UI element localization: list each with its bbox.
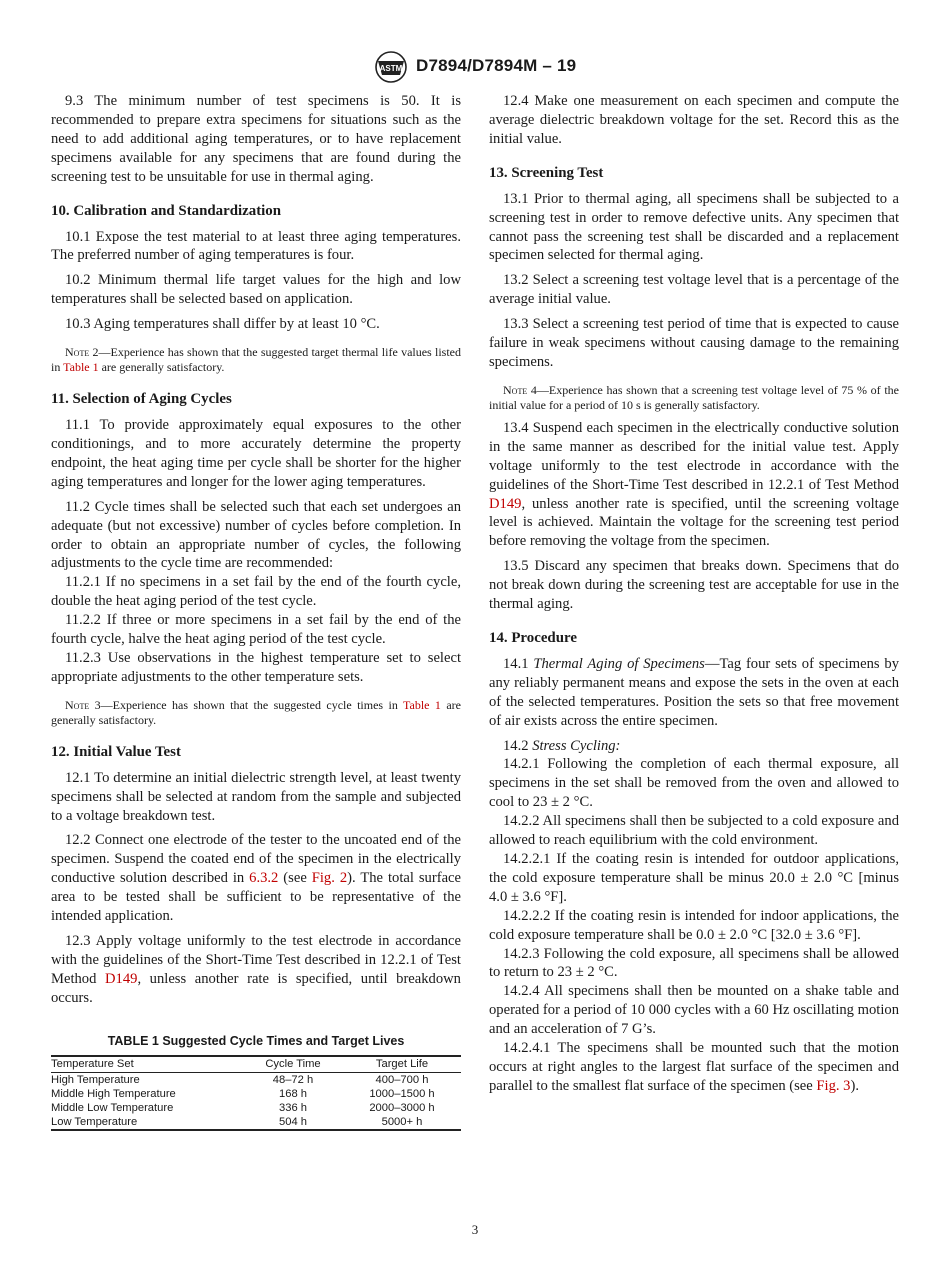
para-14-2: 14.2 Stress Cycling: (503, 737, 621, 754)
para-12-3: 12.3 Apply voltage uniformly to the test electrode in accordance with the guidelines of the Short-Time Test described in 12.2.1 of Test Method D149, unless another rate is specified, until breakdown occurs. (51, 933, 461, 1006)
right-column (489, 92, 899, 1096)
para-14-2-1: 14.2.1 Following the completion of each thermal exposure, all specimens in the set shall be removed from the oven and allowed to cool to 23 ± 2 °C. (489, 756, 899, 811)
para-12-1: 12.1 To determine an initial dielectric strength level, at least twenty specimens shall be selected at random from the sample and subjected to a voltage breakdown test. (51, 769, 461, 824)
section-11-heading: 11. Selection of Aging Cycles (51, 391, 232, 408)
fig-2-link[interactable]: Fig. 2 (311, 870, 348, 887)
para-14-1: 14.1 Thermal Aging of Specimens—Tag four sets of specimens by any reliably permanent means and expose the sets in the oven at each of the selected temperatures. Position the sets so that free movement of air exists across the entire specimen. (489, 655, 899, 729)
para-14-2-2-1: 14.2.2.1 If the coating resin is intended for outdoor applications, the cold exposure temperature shall be minus 20.0 ± 2.0 °C [minus 4.0 ± 3.6 °F]. (489, 851, 899, 905)
section-13-heading: 13. Screening Test (489, 164, 604, 181)
para-14-2-4: 14.2.4 All specimens shall then be mounted on a shake table and operated for a period of 10 000 cycles with a 60 Hz oscillating motion and an acceleration of 7 G’s. (489, 983, 899, 1038)
para-14-2-4-1: 14.2.4.1 The specimens shall be mounted such that the motion occurs at right angles to the largest flat surface of the specimen and parallel to the smallest flat surface of the specimen (see Fig. 3). (489, 1040, 899, 1094)
section-12-heading: 12. Initial Value Test (51, 743, 181, 760)
note-label: Note (65, 345, 90, 360)
table-cell: 400–700 h (375, 1073, 429, 1086)
table-row (51, 1072, 461, 1087)
table-cell: 48–72 h (272, 1073, 314, 1086)
para-11-2-3: 11.2.3 Use observations in the highest temperature set to select appropriate adjustments to the other temperature sets. (51, 649, 461, 685)
table-cell: 5000+ h (343, 1115, 461, 1130)
para-10-2: 10.2 Minimum thermal life target values for the high and low temperatures shall be selected based on application. (51, 272, 461, 308)
document-id: D7894/D7894M – 19 (416, 56, 577, 75)
para-13-5: 13.5 Discard any specimen that breaks down. Specimens that do not break down during the screening test are acceptable for use in the thermal aging. (489, 558, 899, 613)
section-6-3-2-link[interactable]: 6.3.2 (249, 870, 279, 887)
table-header-cell: Target Life (343, 1056, 461, 1073)
para-13-2: 13.2 Select a screening test voltage level that is a percentage of the average initial value. (489, 272, 899, 308)
para-9-3: 9.3 The minimum number of test specimens is 50. It is recommended to prepare extra specimens for situations such as the need to add additional aging temperatures, or to have replacement specimens available for any specimens that are found during the screening test to be unsuitable for use in thermal aging. (51, 93, 461, 185)
table-row (51, 1115, 461, 1130)
para-10-3: 10.3 Aging temperatures shall differ by at least 10 °C. (65, 316, 380, 333)
table-header-cell: Temperature Set (51, 1056, 243, 1073)
table-1 (51, 1055, 461, 1131)
table-cell: 504 h (243, 1115, 343, 1130)
para-12-2: 12.2 Connect one electrode of the tester to the uncoated end of the specimen. Suspend the coated end of the specimen in the electrically conductive solution described in 6.3.2 (see Fig. 2). The total surface area to be tested shall be sufficient to be representative of the intended application. (51, 832, 462, 925)
note-3: Note 3—Experience has shown that the suggested cycle times in Table 1 are generally satisfactory. (51, 697, 461, 727)
para-11-2-2: 11.2.2 If three or more specimens in a set fail by the end of the fourth cycle, halve the heat aging period of the test cycle. (51, 612, 461, 648)
table-cell: 2000–3000 h (369, 1101, 435, 1114)
para-13-4: 13.4 Suspend each specimen in the electrically conductive solution in the same manner as described for the initial value test. Apply voltage uniformly to the test electrode in accordance with the guidelines of the Short-Time Test described in 12.2.1 of Test Method D149, unless another rate is specified, until the screening voltage level is achieved. Maintain the voltage for the screening test period before removing the voltage from the specimen. (489, 419, 899, 550)
para-13-3: 13.3 Select a screening test period of time that is expected to cause failure in weak specimens without causing damage to the remaining specimens. (489, 316, 899, 370)
para-11-2: 11.2 Cycle times shall be selected such that each set undergoes an adequate (but not excessive) number of cycles before completion. In order to obtain an appropriate number of cycles, the following adjustments to the cycle time are recommended: (51, 498, 461, 572)
para-13-1: 13.1 Prior to thermal aging, all specimens shall be subjected to a screening test in order to remove defective units. Any specimen that cannot pass the screening test shall be discarded and a replacement specimen selected for thermal aging. (489, 190, 899, 264)
section-14-heading: 14. Procedure (489, 629, 577, 646)
table-cell: Middle High Temperature (51, 1087, 176, 1100)
page-number: 3 (471, 1222, 479, 1237)
table-row (51, 1087, 461, 1101)
para-12-4: 12.4 Make one measurement on each specimen and compute the average dielectric breakdown voltage for the set. Record this as the initial value. (489, 93, 899, 147)
para-11-2-1: 11.2.1 If no specimens in a set fail by the end of the fourth cycle, double the heat aging period of the test cycle. (51, 574, 461, 610)
table-header-cell: Cycle Time (243, 1056, 343, 1073)
para-14-2-2: 14.2.2 All specimens shall then be subjected to a cold exposure and allowed to reach equilibrium with the cold environment. (489, 813, 899, 849)
astm-logo-icon (372, 50, 410, 84)
fig-3-link[interactable]: Fig. 3 (816, 1077, 851, 1094)
d149-link[interactable]: D149 (489, 495, 522, 512)
d149-link[interactable]: D149 (105, 970, 138, 987)
table-cell: High Temperature (51, 1073, 140, 1086)
table-header-row (51, 1056, 461, 1073)
table-row (51, 1101, 461, 1115)
table-cell: Middle Low Temperature (51, 1101, 174, 1114)
para-11-1: 11.1 To provide approximately equal exposures to the other conditionings, and to more accurately determine the property endpoint, the heat aging time per cycle shall be shorter for the higher aging temperatures and longer for the lower aging temperatures. (51, 417, 461, 490)
section-10-heading: 10. Calibration and Standardization (51, 202, 282, 219)
table-cell: 1000–1500 h (369, 1087, 435, 1100)
note-4: Note 4—Experience has shown that a screening test voltage level of 75 % of the initial value for a period of 10 s is generally satisfactory. (489, 382, 899, 412)
para-14-2-3: 14.2.3 Following the cold exposure, all specimens shall be allowed to return to 23 ± 2 °C. (489, 945, 899, 981)
page-header (0, 50, 950, 86)
left-column (51, 92, 461, 1131)
para-10-1: 10.1 Expose the test material to at least three aging temperatures. The preferred number of aging temperatures is four. (51, 228, 461, 264)
table-1-link[interactable]: Table 1 (403, 697, 441, 712)
table-1-link[interactable]: Table 1 (63, 360, 99, 375)
note-label: Note (65, 697, 90, 712)
para-14-2-2-2: 14.2.2.2 If the coating resin is intended for indoor applications, the cold exposure temperature shall be 0.0 ± 2.0 °C [32.0 ± 3.6 °F]. (489, 907, 899, 943)
table-1-caption: TABLE 1 Suggested Cycle Times and Target Lives (107, 1033, 405, 1048)
table-cell: 168 h (279, 1087, 307, 1100)
note-2: Note 2—Experience has shown that the suggested target thermal life values listed in Table 1 are generally satisfactory. (51, 345, 461, 375)
note-label: Note (503, 382, 528, 397)
svg-text:ASTM: ASTM (379, 64, 403, 73)
table-cell: 336 h (279, 1101, 307, 1114)
table-cell: Low Temperature (51, 1115, 243, 1130)
